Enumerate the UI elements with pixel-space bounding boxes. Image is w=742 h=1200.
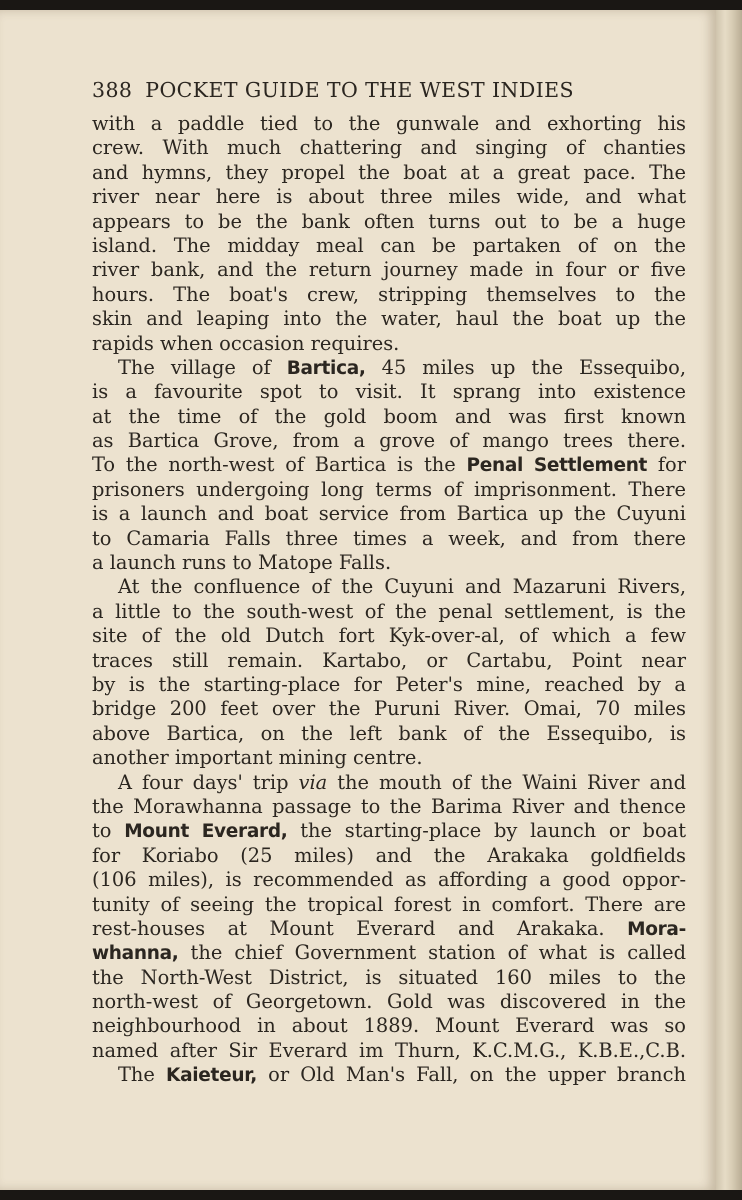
body-text: [92, 112, 686, 1088]
bold-term: Mount Everard,: [124, 821, 288, 843]
text-line: island. The midday meal can be partaken of on the: [92, 233, 686, 257]
italic-term: via: [298, 770, 328, 794]
line-text: The village of: [118, 355, 287, 379]
text-line: to Camaria Falls three times a week, and from there: [92, 526, 686, 550]
text-line: [92, 1063, 686, 1087]
text-line: north-west of Georgetown. Gold was discovered in the: [92, 990, 686, 1014]
bold-term: Bartica,: [286, 357, 366, 379]
bold-term: Penal Settlement: [466, 455, 648, 477]
line-text: the chief Government station of what is called: [178, 941, 686, 965]
text-line: another important mining centre.: [92, 746, 423, 770]
text-line: river bank, and the return journey made in four or five: [92, 258, 686, 282]
running-head: [92, 68, 686, 112]
text-line: [92, 453, 686, 477]
text-line: at the time of the gold boom and was first known: [92, 404, 686, 428]
text-line: (106 miles), is recommended as affording a good oppor-: [92, 868, 686, 892]
text-line: [92, 819, 686, 843]
text-line: rapids when occasion requires.: [92, 331, 400, 355]
page-number: 388: [92, 78, 133, 102]
text-line: site of the old Dutch fort Kyk-over-al, of which a few: [92, 624, 686, 648]
text-line: is a favourite spot to visit. It sprang into existence: [92, 380, 686, 404]
running-title: POCKET GUIDE TO THE WEST INDIES: [145, 78, 574, 102]
text-line: above Bartica, on the left bank of the Essequibo, is: [92, 721, 686, 745]
text-line: appears to be the bank often turns out to be a huge: [92, 209, 686, 233]
bold-term: whanna,: [92, 943, 179, 965]
text-line: [92, 356, 686, 380]
text-line: prisoners undergoing long terms of imprisonment. There: [92, 477, 686, 501]
text-line: as Bartica Grove, from a grove of mango trees there.: [92, 429, 686, 453]
text-line: tunity of seeing the tropical forest in comfort. There are: [92, 892, 686, 916]
text-line: the North-West District, is situated 160 miles to the: [92, 965, 686, 989]
text-line: hours. The boat's crew, stripping themselves to the: [92, 282, 686, 306]
line-text: the mouth of the Waini River and: [327, 770, 687, 794]
text-line: At the confluence of the Cuyuni and Mazaruni Rivers,: [118, 575, 686, 599]
text-line: [92, 941, 686, 965]
bold-term: Mora-: [627, 918, 686, 940]
book-spine-edge: [716, 10, 742, 1190]
line-text: the starting-place by launch or boat: [287, 819, 686, 843]
text-line: river near here is about three miles wide, and what: [92, 185, 686, 209]
text-line: by is the starting-place for Peter's mine, reached by a: [92, 672, 686, 696]
text-line: and hymns, they propel the boat at a great pace. The: [92, 160, 686, 184]
bold-term: Kaieteur,: [166, 1065, 258, 1087]
text-line: traces still remain. Kartabo, or Cartabu, Point near: [92, 648, 686, 672]
line-text: 45 miles up the Essequibo,: [365, 355, 686, 379]
text-line: with a paddle tied to the gunwale and exhorting his: [92, 112, 686, 135]
text-line: [92, 771, 686, 795]
line-text: or Old Man's Fall, on the upper branch: [257, 1063, 686, 1087]
text-line: bridge 200 feet over the Puruni River. Omai, 70 miles: [92, 697, 686, 721]
text-line: a launch runs to Matope Falls.: [92, 551, 392, 575]
page-paper: [0, 10, 716, 1190]
line-text: To the north-west of Bartica is the: [92, 453, 467, 477]
text-line: skin and leaping into the water, haul the boat up the: [92, 307, 686, 331]
text-line: the Morawhanna passage to the Barima River and thence: [92, 794, 686, 818]
line-text: to: [92, 819, 125, 843]
line-text: for: [647, 453, 686, 477]
text-line: [92, 917, 686, 941]
text-line: a little to the south-west of the penal settlement, is the: [92, 599, 686, 623]
page-text-block: [92, 68, 686, 1088]
line-text: A four days' trip: [118, 770, 299, 794]
line-text: rest-houses at Mount Everard and Arakaka.: [92, 916, 628, 940]
line-text: The: [118, 1063, 167, 1087]
text-line: crew. With much chattering and singing of chanties: [92, 136, 686, 160]
text-line: neighbourhood in about 1889. Mount Everard was so: [92, 1014, 686, 1038]
text-line: named after Sir Everard im Thurn, K.C.M.G., K.B.E.,C.B.: [92, 1038, 686, 1062]
text-line: is a launch and boat service from Bartica up the Cuyuni: [92, 502, 686, 526]
text-line: for Koriabo (25 miles) and the Arakaka goldfields: [92, 843, 686, 867]
